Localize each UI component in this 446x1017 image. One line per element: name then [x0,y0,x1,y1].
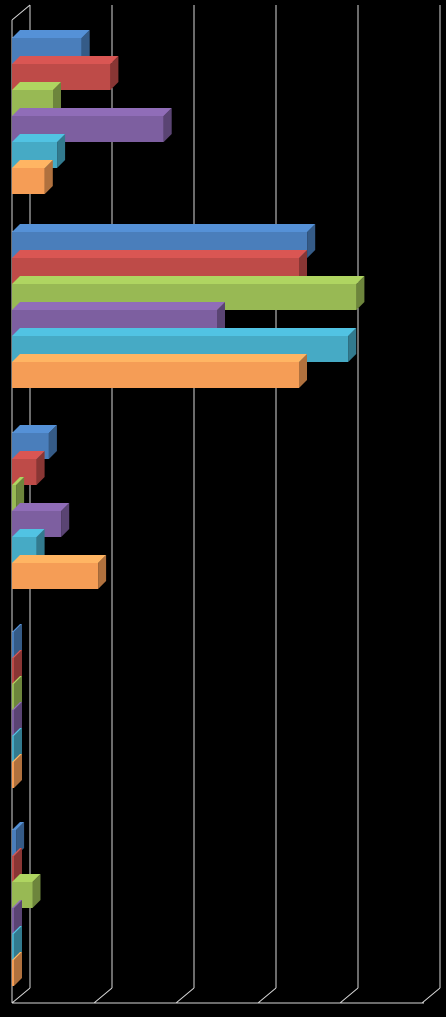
floor-gridline [340,988,358,1003]
bar-top-face [12,250,307,258]
floor-gridline [258,988,276,1003]
bar-top-face [12,56,118,64]
bar-top-face [12,108,172,116]
bar [12,874,41,908]
bar-top-face [12,30,90,38]
bar-front-face [12,362,299,388]
bar-front-face [12,632,14,658]
bar-front-face [12,658,14,684]
bar-front-face [12,485,16,511]
bar-top-face [12,555,106,563]
gridlines [12,5,440,1003]
bar-front-face [12,882,33,908]
bar [12,555,106,589]
bar-front-face [12,762,14,788]
bar-front-face [12,908,14,934]
bar-top-face [12,354,307,362]
bar-top-face [12,134,65,142]
bar-top-face [12,302,225,310]
bar-front-face [12,960,14,986]
floor-gridline [94,988,112,1003]
bars [12,30,364,986]
bar-front-face [12,168,45,194]
bar [12,451,45,485]
bar-front-face [12,684,14,710]
bar-front-face [12,830,16,856]
bar-front-face [12,856,14,882]
bar [12,354,307,388]
bar-front-face [12,710,14,736]
bar-top-face [12,82,61,90]
top-edge [12,5,30,20]
bar [12,160,53,194]
bar-front-face [12,459,37,485]
floor-gridline [176,988,194,1003]
bar-top-face [12,276,364,284]
bar-top-face [12,224,315,232]
bar-top-face [12,503,69,511]
bar-top-face [12,328,356,336]
bar-front-face [12,736,14,762]
bar-front-face [12,563,98,589]
floor-gridline [422,988,440,1003]
bar-front-face [12,934,14,960]
floor-edge [12,988,30,1003]
